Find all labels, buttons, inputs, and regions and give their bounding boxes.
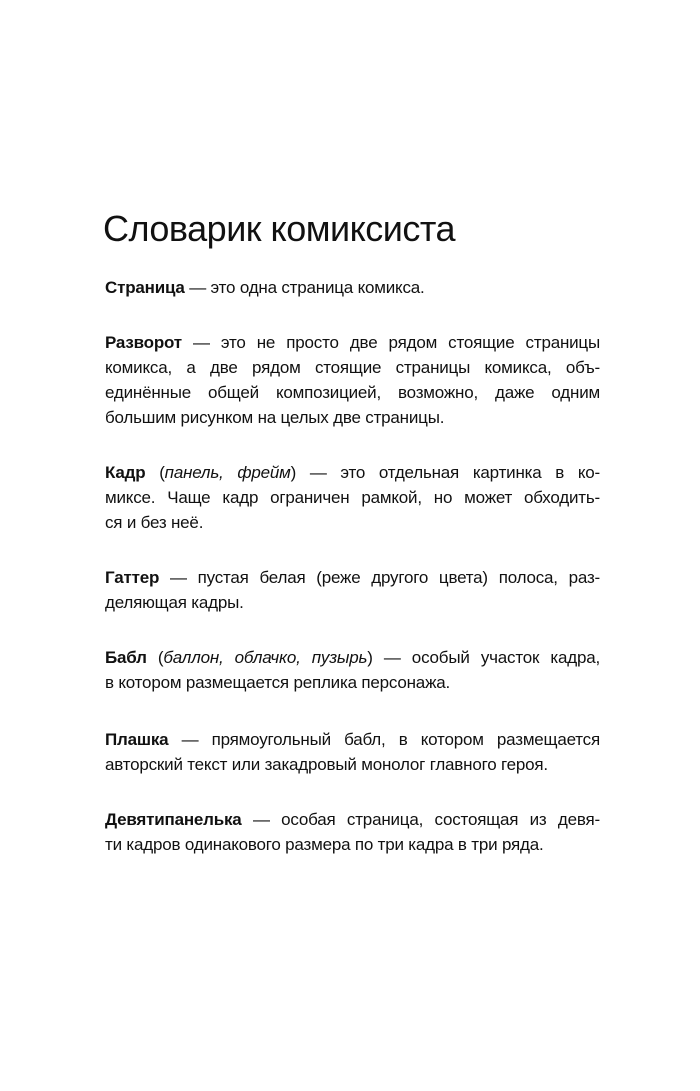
entry-alt-terms: баллон, облачко, пузырь	[163, 648, 368, 667]
entry-line: большим рисунком на целых две страницы.	[105, 408, 445, 427]
entry-term: Девятипанелька	[105, 810, 242, 829]
entry-line	[105, 460, 600, 485]
glossary-entry-kadr	[105, 460, 600, 535]
entry-definition: — это отдельная картинка в ко-	[309, 463, 601, 482]
entry-term: Гаттер	[105, 568, 160, 587]
paren-open: (	[159, 463, 165, 482]
entry-definition: — прямоугольный бабл, в котором размещается	[181, 730, 600, 749]
page-title: Словарик комиксиста	[103, 208, 455, 249]
entry-line: деляющая кадры.	[105, 593, 244, 612]
entry-line: в котором размещается реплика персонажа.	[105, 673, 451, 692]
paren-close: )	[290, 463, 297, 482]
glossary-entry-stranitsa	[105, 275, 600, 300]
entry-line: ся и без неё.	[105, 513, 204, 532]
entry-definition: — особая страница, состоящая из девя-	[252, 810, 600, 829]
glossary-entry-devyatipanelka	[105, 807, 600, 857]
entry-alt-terms: панель, фрейм	[164, 463, 291, 482]
entry-line	[105, 727, 600, 752]
entry-line: миксе. Чаще кадр ограничен рамкой, но может обходить-	[105, 488, 600, 507]
entry-line: ти кадров одинакового размера по три кадра в три ряда.	[105, 835, 544, 854]
entry-line	[105, 807, 600, 832]
glossary-entry-plashka	[105, 727, 600, 777]
entry-line	[105, 565, 600, 590]
paren-close: )	[367, 648, 373, 667]
entry-definition: — пустая белая (реже другого цвета) полоса, раз-	[169, 568, 600, 587]
entry-term: Плашка	[105, 730, 169, 749]
entry-term: Страница	[105, 278, 185, 297]
entry-line	[105, 275, 600, 300]
entry-line: авторский текст или закадровый монолог главного героя.	[105, 755, 548, 774]
entry-definition: — это одна страница комикса.	[189, 278, 425, 297]
entry-line	[105, 330, 600, 355]
paren-open: (	[157, 648, 164, 667]
entry-line: комикса, а две рядом стоящие страницы комикса, объ-	[105, 358, 600, 377]
entry-definition: — это не просто две рядом стоящие страницы	[193, 333, 600, 352]
entry-line	[105, 645, 600, 670]
entry-term: Кадр	[105, 463, 146, 482]
entry-line: единённые общей композицией, возможно, даже одним	[105, 383, 600, 402]
glossary-entry-razvorot	[105, 330, 600, 430]
glossary-entry-gatter	[105, 565, 600, 615]
entry-term: Разворот	[105, 333, 182, 352]
entry-definition: — особый участок кадра,	[383, 648, 600, 667]
entry-term: Бабл	[105, 648, 147, 667]
glossary-entry-babl	[105, 645, 600, 695]
